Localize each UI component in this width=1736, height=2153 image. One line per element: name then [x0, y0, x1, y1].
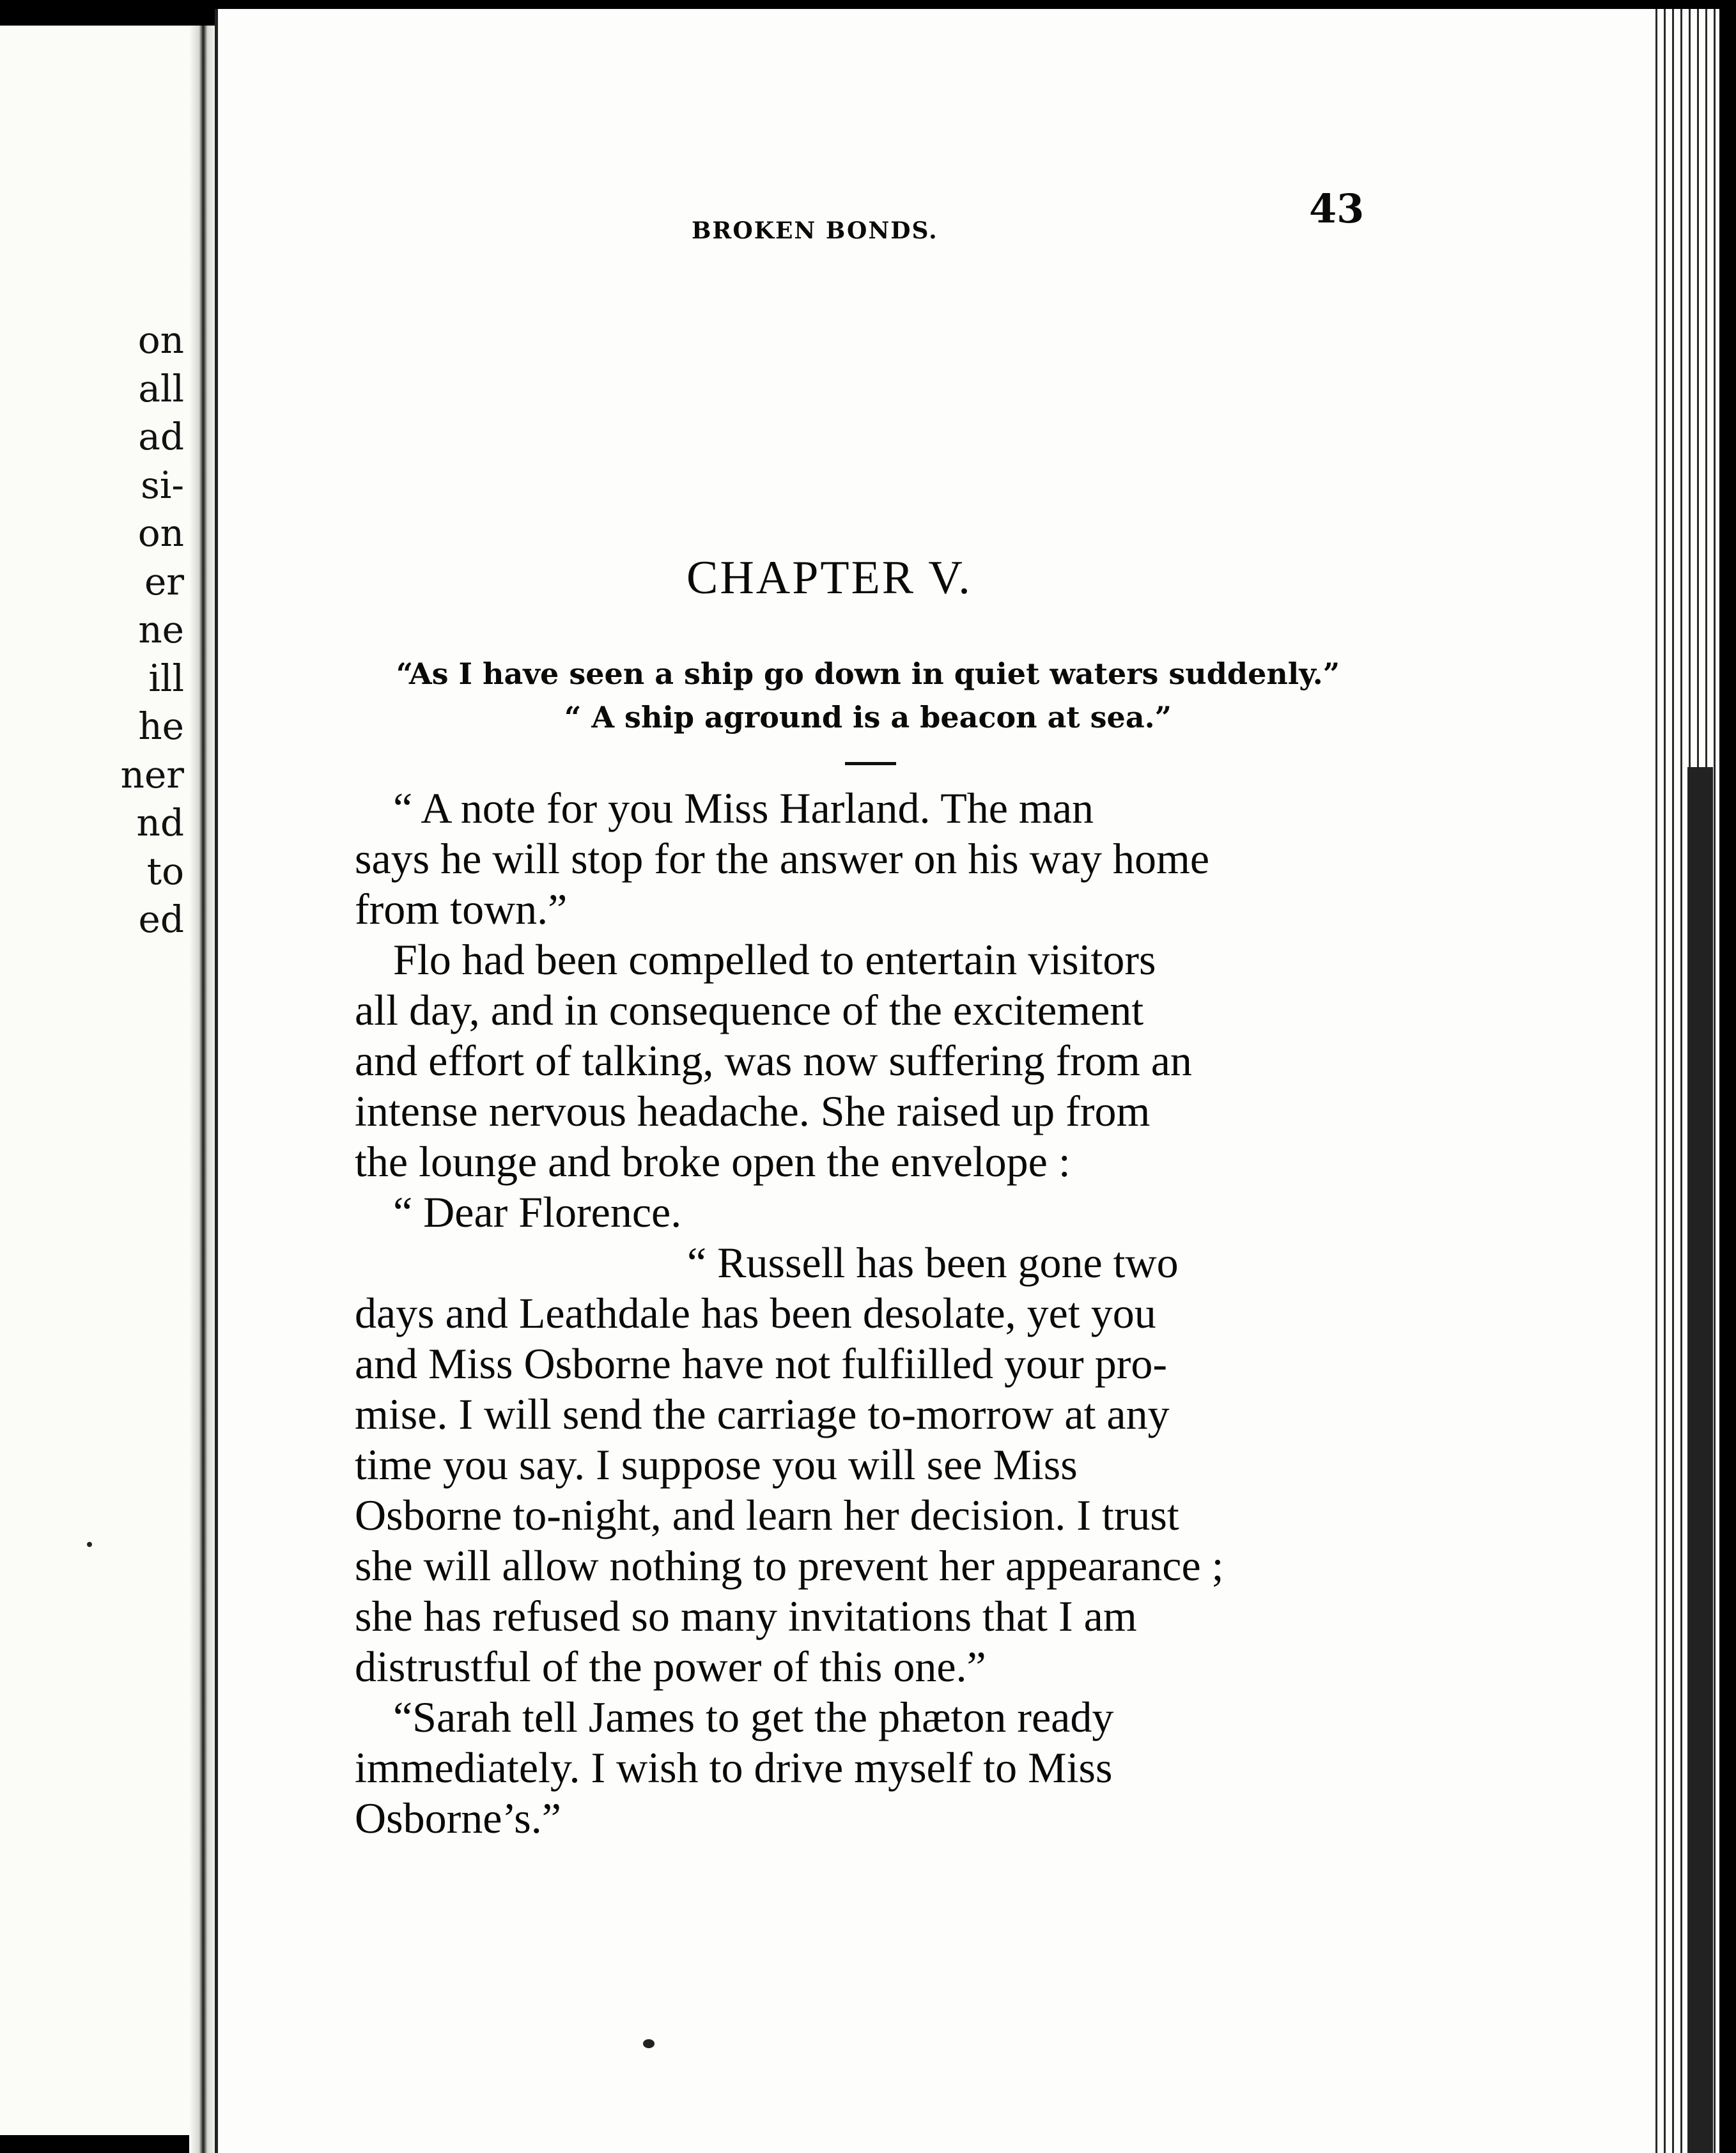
cover-edge — [1687, 767, 1713, 2153]
left-line-ending: on — [137, 511, 184, 555]
left-line-ending: to — [146, 849, 184, 893]
ink-speck — [643, 2039, 655, 2048]
left-line-ending: ed — [138, 898, 184, 941]
paragraph — [355, 935, 1397, 1187]
section-separator-rule — [845, 762, 896, 765]
book-gutter — [189, 26, 217, 2153]
left-line-ending: ner — [120, 752, 184, 797]
left-line-ending: si- — [141, 463, 184, 507]
left-line-ending: ad — [138, 415, 184, 458]
epigraph-line: “ A ship aground is a beacon at sea.” — [564, 700, 1172, 735]
text-line: the lounge and broke open the envelope : — [355, 1137, 1071, 1186]
running-head: BROKEN BONDS. — [692, 217, 938, 244]
left-page-line-endings — [121, 316, 184, 944]
text-line: says he will stop for the answer on his way home — [355, 834, 1210, 883]
left-line-ending: ill — [148, 656, 184, 700]
left-line-ending: all — [138, 366, 184, 410]
text-line: “ Dear Florence. — [393, 1188, 682, 1236]
text-line: Osborne’s.” — [355, 1794, 561, 1842]
text-line: from town.” — [355, 885, 568, 933]
epigraph — [350, 652, 1386, 739]
paragraph — [355, 1187, 1397, 1238]
paragraph — [355, 1238, 1397, 1692]
text-line: days and Leathdale has been desolate, yet you — [355, 1289, 1156, 1337]
left-line-ending: he — [138, 704, 184, 748]
text-line: Osborne to-night, and learn her decision. I trust — [355, 1491, 1179, 1539]
text-line: intense nervous headache. She raised up from — [355, 1087, 1151, 1135]
text-line: she will allow nothing to prevent her appearance ; — [355, 1541, 1224, 1590]
text-line: mise. I will send the carriage to-morrow at any — [355, 1390, 1170, 1438]
text-line: “ A note for you Miss Harland. The man — [393, 784, 1094, 832]
text-line: “ Russell has been gone two — [687, 1238, 1179, 1287]
left-line-ending: er — [144, 559, 184, 603]
body-text — [355, 783, 1397, 1844]
text-line: time you say. I suppose you will see Miss — [355, 1440, 1078, 1489]
ink-speck — [87, 1542, 92, 1547]
left-line-ending: on — [137, 318, 184, 362]
epigraph-line: “As I have seen a ship go down in quiet waters suddenly.” — [396, 657, 1340, 691]
left-line-ending: nd — [136, 801, 184, 844]
chapter-heading: CHAPTER V. — [686, 552, 972, 604]
paragraph — [355, 1692, 1397, 1844]
text-line: Flo had been compelled to entertain visitors — [393, 935, 1156, 984]
paragraph — [355, 783, 1397, 935]
text-line: all day, and in consequence of the excitement — [355, 986, 1144, 1034]
text-line: and Miss Osborne have not fulfiilled your pro- — [355, 1339, 1167, 1388]
left-facing-page-fragment — [0, 26, 192, 2135]
page-number: 43 — [1309, 185, 1365, 232]
text-line: immediately. I wish to drive myself to Miss — [355, 1743, 1113, 1792]
text-line: “Sarah tell James to get the phæton ready — [393, 1693, 1114, 1741]
text-line: she has refused so many invitations that I am — [355, 1592, 1137, 1640]
text-line: and effort of talking, was now suffering from an — [355, 1036, 1192, 1085]
text-line: distrustful of the power of this one.” — [355, 1642, 986, 1691]
left-line-ending: ne — [138, 608, 184, 651]
